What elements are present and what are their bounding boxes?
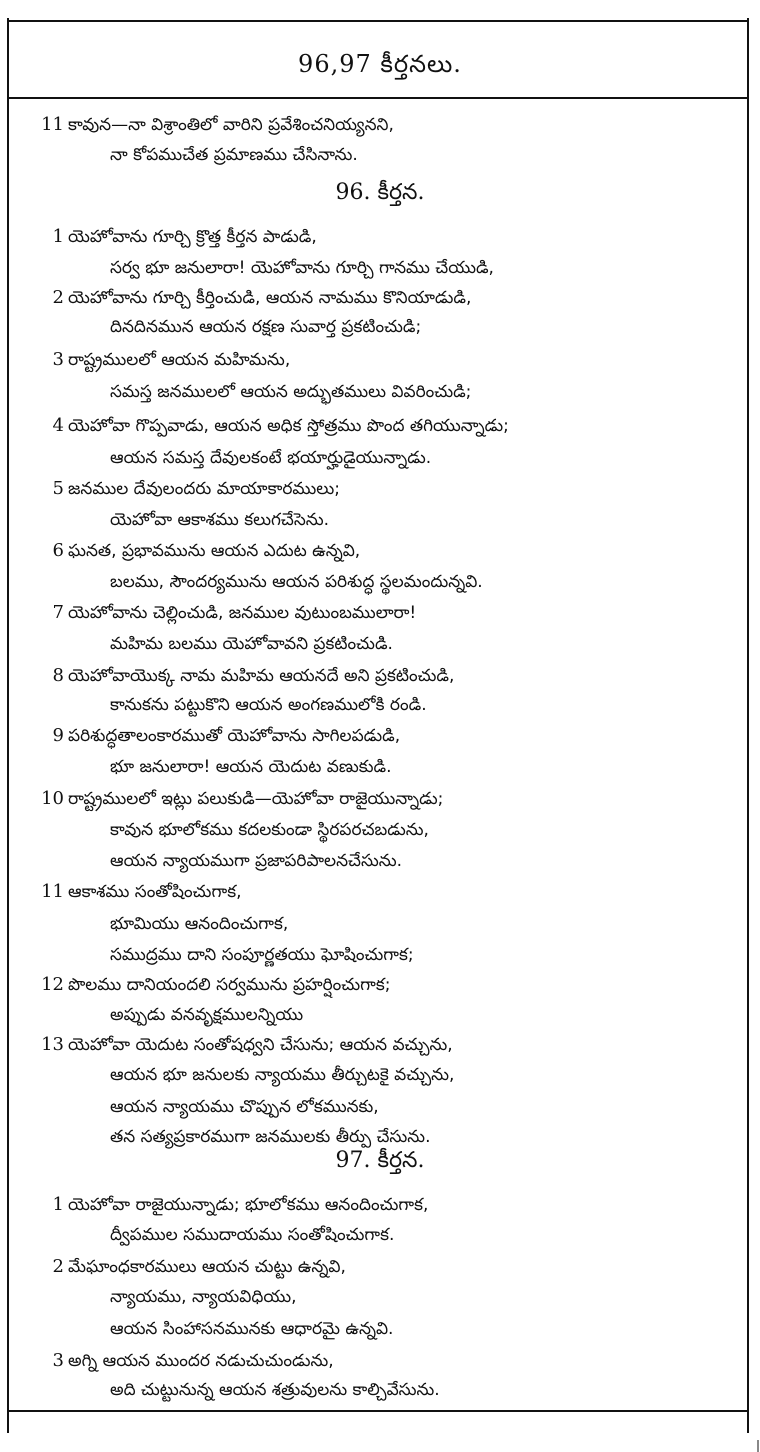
verse-text: యెహోవా ఆకాశము కలుగచేసెను. — [110, 510, 330, 530]
verse-number: 11 — [41, 114, 64, 135]
verse-text: కావున భూలోకము కదలకుండా స్థిరపరచబడును, — [110, 820, 429, 840]
verse-text: యెహోవాయొక్క నామ మహిమ ఆయనదే అని ప్రకటించుడి, — [68, 666, 455, 686]
verse-line — [22, 1220, 742, 1250]
top-border — [7, 20, 749, 22]
verse-line — [22, 312, 742, 342]
verse-text: బలము, సౌందర్యమును ఆయన పరిశుద్ధ స్థలమందున్నవి. — [110, 572, 483, 592]
verse-text: యెహోవాను గూర్చి కీర్తించుడి, ఆయన నామము కొనియాడుడి, — [68, 288, 472, 308]
verse-text: ఆయన భూ జనులకు న్యాయము తీర్చుటకై వచ్చును, — [110, 1065, 455, 1085]
verse-text: న్యాయము, న్యాయవిధియు, — [110, 1287, 297, 1307]
verse-number: 3 — [52, 349, 64, 370]
verse-line — [22, 690, 742, 720]
verse-text: నా కోపముచేత ప్రమాణము చేసినాను. — [110, 145, 358, 165]
verse-number: 3 — [52, 1350, 64, 1371]
verse-text: ఆకాశము సంతోషించుగాక, — [68, 882, 242, 902]
verse-text: కావున—నా విశ్రాంతిలో వారిని ప్రవేశించనియ్యనని, — [68, 115, 394, 135]
verse-text: అప్పుడు వనవృక్షములన్నియు — [110, 1005, 304, 1025]
verse-text: అది చుట్టునున్న ఆయన శత్రువులను కాల్చివేసును. — [110, 1380, 440, 1400]
verse-line — [22, 1252, 742, 1282]
page-header-title: 96,97 కీర్తనలు. — [298, 50, 462, 78]
verse-line — [22, 1122, 742, 1152]
section-title-97: 97. కీర్తన. — [335, 1148, 425, 1173]
verse-number: 6 — [52, 540, 64, 561]
verse-line — [22, 846, 742, 876]
verse-text: యెహోవా రాజైయున్నాడు; భూలోకము ఆనందించుగాక, — [68, 1195, 429, 1215]
verse-number: 2 — [52, 1256, 64, 1277]
verse-text: భూమియు ఆనందించుగాక, — [110, 914, 289, 934]
verse-line — [22, 140, 742, 170]
verse-text: ఘనత, ప్రభావమును ఆయన ఎదుట ఉన్నవి, — [68, 541, 361, 561]
verse-line — [22, 567, 742, 597]
verse-text: పరిశుద్ధతాలంకారముతో యెహోవాను సాగిలపడుడి, — [68, 726, 401, 746]
verse-text: ఆయన న్యాయము చొప్పున లోకమునకు, — [110, 1097, 379, 1117]
verse-number: 12 — [41, 974, 64, 995]
verse-line — [22, 1030, 742, 1060]
verse-line — [22, 598, 742, 628]
verse-line — [22, 1060, 742, 1090]
verse-line — [22, 752, 742, 782]
verse-text: మహిమ బలము యెహోవావని ప్రకటించుడి. — [110, 634, 393, 654]
verse-text: సర్వ భూ జనులారా! యెహోవాను గూర్చి గానము చేయుడి, — [110, 258, 494, 278]
verse-line — [22, 283, 742, 313]
header-rule — [7, 97, 749, 99]
verse-text: తన సత్యప్రకారముగా జనములకు తీర్పు చేసును. — [110, 1127, 431, 1147]
right-page-border — [747, 18, 749, 1433]
verse-text: మేఘాంధకారములు ఆయన చుట్టు ఉన్నవి, — [68, 1257, 346, 1277]
verse-number: 8 — [52, 665, 64, 686]
verse-line — [22, 253, 742, 283]
verse-number: 4 — [52, 415, 64, 436]
verse-line — [22, 721, 742, 751]
verse-line — [22, 1282, 742, 1312]
verse-number: 2 — [52, 287, 64, 308]
verse-line — [22, 661, 742, 691]
left-page-border — [7, 18, 9, 1433]
verse-text: సముద్రము దాని సంపూర్ణతయు ఘోషించుగాక; — [110, 945, 414, 965]
verse-number: 1 — [52, 226, 64, 247]
verse-line — [22, 1375, 742, 1405]
verse-text: ఆయన న్యాయముగా ప్రజాపరిపాలనచేసును. — [110, 851, 402, 871]
verse-number: 10 — [41, 788, 64, 809]
verse-line — [22, 970, 742, 1000]
verse-line — [22, 1092, 742, 1122]
verse-number: 5 — [52, 478, 64, 499]
verse-number: 7 — [52, 602, 64, 623]
verse-line — [22, 377, 742, 407]
verse-line — [22, 505, 742, 535]
verse-text: పొలము దానియందలి సర్వమును ప్రహర్షించుగాక; — [68, 975, 391, 995]
verse-text: రాష్ట్రములలో ఇట్లు పలుకుడి—యెహోవా రాజైయున్నాడు; — [68, 789, 444, 809]
verse-line — [22, 411, 742, 441]
verse-number: 11 — [41, 881, 64, 902]
verse-number: 1 — [52, 1194, 64, 1215]
verse-line — [22, 345, 742, 375]
verse-line — [22, 815, 742, 845]
verse-text: భూ జనులారా! ఆయన యెదుట వణుకుడి. — [110, 757, 392, 777]
verse-text: జనముల దేవులందరు మాయాకారములు; — [68, 479, 340, 499]
verse-line — [22, 940, 742, 970]
verse-line — [22, 877, 742, 907]
margin-tick — [757, 1440, 759, 1452]
verse-line — [22, 1314, 742, 1344]
verse-line — [22, 1000, 742, 1030]
verse-line — [22, 1190, 742, 1220]
verse-number: 9 — [52, 725, 64, 746]
verse-text: ఆయన సింహాసనమునకు ఆధారమై ఉన్నవి. — [110, 1319, 394, 1339]
verse-text: దినదినమున ఆయన రక్షణ సువార్త ప్రకటించుడి; — [110, 317, 422, 337]
verse-text: కానుకను పట్టుకొని ఆయన అంగణములోకి రండి. — [110, 695, 427, 715]
verse-text: అగ్ని ఆయన ముందర నడుచుచుండును, — [68, 1351, 334, 1371]
bottom-border — [7, 1410, 749, 1412]
verse-text: రాష్ట్రములలో ఆయన మహిమను, — [68, 350, 291, 370]
verse-line — [22, 1346, 742, 1376]
verse-line — [22, 536, 742, 566]
verse-line — [22, 110, 742, 140]
verse-text: యెహోవా గొప్పవాడు, ఆయన అధిక స్తోత్రము పొంద తగియున్నాడు; — [68, 416, 509, 436]
verse-text: యెహోవా యెదుట సంతోషధ్వని చేసును; ఆయన వచ్చును, — [68, 1035, 453, 1055]
verse-text: యెహోవాను చెల్లించుడి, జనముల వుటుంబములారా! — [68, 603, 417, 623]
section-title-96: 96. కీర్తన. — [335, 180, 425, 205]
verse-number: 13 — [41, 1034, 64, 1055]
verse-line — [22, 222, 742, 252]
verse-text: ఆయన సమస్త దేవులకంటే భయార్హుడైయున్నాడు. — [110, 448, 432, 468]
verse-line — [22, 629, 742, 659]
verse-text: సమస్త జనములలో ఆయన అద్భుతములు వివరించుడి; — [110, 382, 472, 402]
verse-text: ద్వీపముల సముదాయము సంతోషించుగాక. — [110, 1225, 395, 1245]
verse-text: యెహోవాను గూర్చి క్రొత్త కీర్తన పాడుడి, — [68, 227, 317, 247]
verse-line — [22, 784, 742, 814]
verse-line — [22, 443, 742, 473]
verse-line — [22, 474, 742, 504]
verse-line — [22, 909, 742, 939]
